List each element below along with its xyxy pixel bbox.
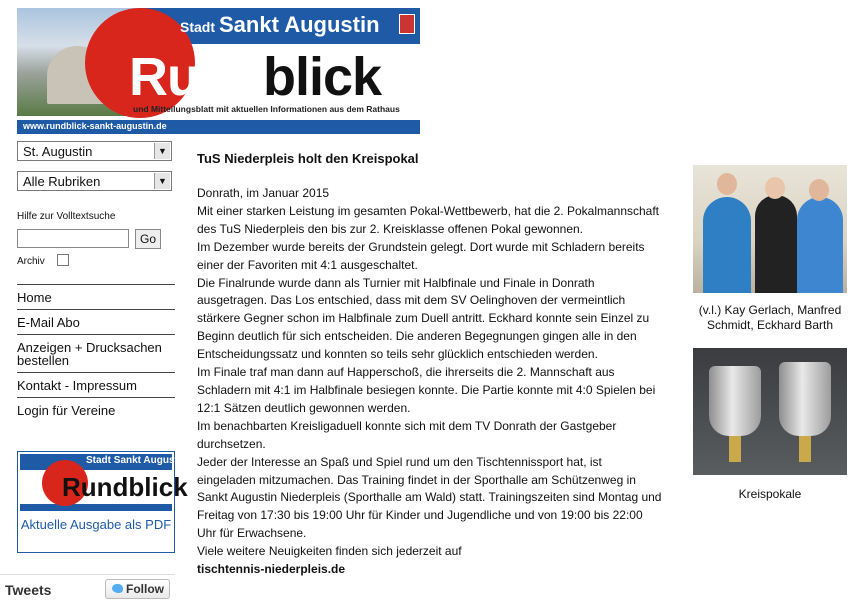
banner-title: Rundblick (129, 47, 382, 107)
archiv-label: Archiv (17, 256, 45, 267)
current-issue-pdf[interactable] (17, 451, 188, 553)
article-paragraph: Im Dezember wurde bereits der Grundstein gelegt. Dort wurde mit Schladern bereits einer der Favoriten mit 4:1 ausgeschaltet. (197, 239, 645, 272)
article-paragraph: Jeder der Interesse an Spaß und Spiel rund um den Tischtennissport hat, ist eingeladen mitzumachen. Das Training findet in der Sporthalle am Schützenweg in Sankt Augustin Niederpleis (Sporthalle am Wald) statt. Trainingszeiten sind Montag und Freitag von 17:30 bis 19:00 Uhr für Kinder und Jugendliche und von 19:00 bis 22:00 Uhr für Erwachsene. (197, 454, 662, 541)
nav-login[interactable]: Login für Vereine (17, 397, 175, 422)
location-select[interactable]: St. Augustin ▼ (17, 141, 172, 161)
nav-kontakt[interactable]: Kontakt - Impressum (17, 372, 175, 397)
team-photo-caption: (v.l.) Kay Gerlach, Manfred Schmidt, Eckhard Barth (698, 303, 842, 332)
team-photo[interactable] (693, 165, 847, 293)
article-paragraph: Im benachbarten Kreisligaduell konnte sich mit dem TV Donrath der Gastgeber durchsetzen. (197, 418, 617, 451)
search-input[interactable] (17, 229, 129, 248)
archiv-checkbox[interactable] (57, 254, 69, 266)
nav-anzeigen[interactable]: Anzeigen + Drucksachen bestellen (17, 334, 175, 372)
search-help-link[interactable]: Hilfe zur Volltextsuche (17, 211, 116, 222)
trophy-photo-caption: Kreispokale (738, 487, 802, 501)
pdf-thumbnail: Stadt Sankt Augustin Rundblick (20, 454, 172, 511)
article-paragraph: Im Finale traf man dann auf Happerschoß, die ihrerseits die 2. Mannschaft aus Schladern mit 4:1 im Halbfinale besiegen konnte. Die Partie konnte mit 4:0 Spielen bei 12:1 Sätzen deutlich gewonnen werden. (197, 365, 656, 415)
category-select[interactable]: Alle Rubriken ▼ (17, 171, 172, 191)
article-paragraph: Donrath, im Januar 2015 (197, 186, 330, 200)
coat-of-arms-icon (399, 14, 415, 34)
tweets-title: Tweets (5, 582, 52, 598)
follow-button[interactable]: Follow (105, 579, 170, 599)
club-website-link[interactable]: tischtennis-niederpleis.de (197, 562, 346, 577)
nav-email-abo[interactable]: E-Mail Abo (17, 309, 175, 334)
article-paragraph: Die Finalrunde wurde dann als Turnier mit Halbfinale und Finale in Donrath ausgetragen. Das Los entschied, dass mit dem SV Oelinghoven der vermeintlich stärkere Gegner schon im Halbfinale zum Duell antritt. Eckhard konnte sein Einzel zu Beginn deutlich für sich entscheiden. Die anderen Begegnungen gingen alle in den Entscheidungssatz und konnten so teils sehr glücklich entschieden werden. (197, 275, 650, 362)
article-paragraph: Mit einer starken Leistung im gesamten Pokal-Wettbewerb, hat die 2. Pokalmannschaft des TuS Niederpleis den bis zur 2. Kreisklasse offenen Pokal gewonnen. (197, 203, 660, 236)
article-paragraph: Viele weitere Neuigkeiten finden sich jederzeit auf (197, 544, 462, 559)
go-button[interactable]: Go (135, 229, 161, 249)
banner-city: Stadt Sankt Augustin (180, 12, 380, 37)
article-title: TuS Niederpleis holt den Kreispokal (197, 151, 419, 166)
chevron-down-icon: ▼ (154, 173, 170, 189)
article (197, 150, 663, 579)
sidebar-nav (17, 284, 175, 422)
site-logo-banner[interactable] (17, 8, 420, 134)
chevron-down-icon: ▼ (154, 143, 170, 159)
twitter-bird-icon (112, 584, 123, 593)
nav-home[interactable]: Home (17, 284, 175, 309)
pdf-label[interactable]: Aktuelle Ausgabe als PDF (20, 517, 172, 532)
banner-url: www.rundblick-sankt-augustin.de (23, 121, 167, 131)
banner-subtitle: und Mitteilungsblatt mit aktuellen Informationen aus dem Rathaus (133, 104, 400, 114)
trophy-photo[interactable] (693, 348, 847, 475)
